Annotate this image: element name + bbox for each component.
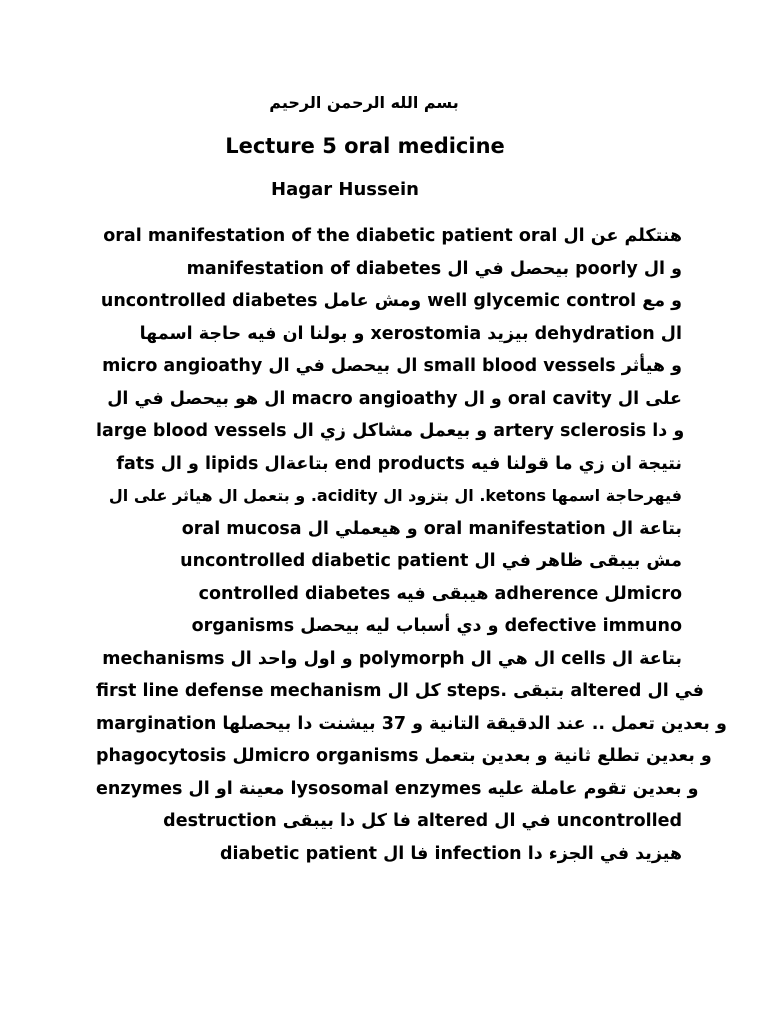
lecture-title: Lecture 5 oral medicine [225,134,505,158]
lecture-body [96,221,727,871]
text-line: oral mucosa و هيعملي ال oral manifestation بتاعة ال [181,518,682,539]
basmala-heading: بسم الله الرحمن الرحيم [269,93,459,112]
text-line: uncontrolled diabetes ومش عامل well glycemic control و مع [100,291,682,311]
text-line: mechanisms و اول واحد ال polymorph ال هي ال cells بتاعة ال [102,648,682,669]
text-line: first line defense mechanism كل ال steps. بتبقى altered في ال [96,681,704,701]
text-line: diabetic patient فا ال infection هيزيد في الجزء دا [220,843,682,864]
text-line: فيهرحاجة اسمها ketons. ال بتزود ال acidity. و بتعمل ال هياثر على ال [108,486,682,505]
text-line: large blood vessels و بيعمل مشاكل زي ال artery sclerosis و دا [96,421,685,441]
text-line: manifestation of diabetes بيحصل في ال poorly و ال [186,258,682,279]
text-line: على ال oral cavity و ال macro angioathy ال هو بيحصل في ال [107,388,682,409]
text-line: controlled diabetes هيبقى فيه adherence للmicro [198,583,682,604]
text-line: organisms و دي أسباب ليه بيحصل defective immuno [191,616,682,636]
text-line: micro angioathy ال بيحصل في ال small blood vessels و هيأثر [102,356,682,376]
text-line: هنتكلم عن ال oral manifestation of the diabetic patient oral [103,226,682,246]
text-line: enzymes معينة او ال lysosomal enzymes و بعدين تقوم عاملة عليه [96,778,699,799]
author-name: Hagar Hussein [271,179,419,200]
text-line: phagocytosis للmicro organisms و بعدين تطلع ثانية و بعدين بتعمل [96,746,712,766]
text-line: uncontrolled diabetic patient مش بيبقى ظاهر في ال [180,551,682,571]
text-line: ال dehydration بيزيد xerostomia و بولنا ان فيه حاجة اسمها [139,323,682,344]
text-line: destruction فا كل دا بيبقى altered في ال uncontrolled [163,811,682,831]
text-line: نتيجة ان زي ما قولنا فيه end products بتاعةال lipids و ال fats [116,453,682,474]
text-line: margination و بعدين تعمل .. عند الدقيقة التانية و 37 بيشنت دا بيحصلها [96,713,727,734]
